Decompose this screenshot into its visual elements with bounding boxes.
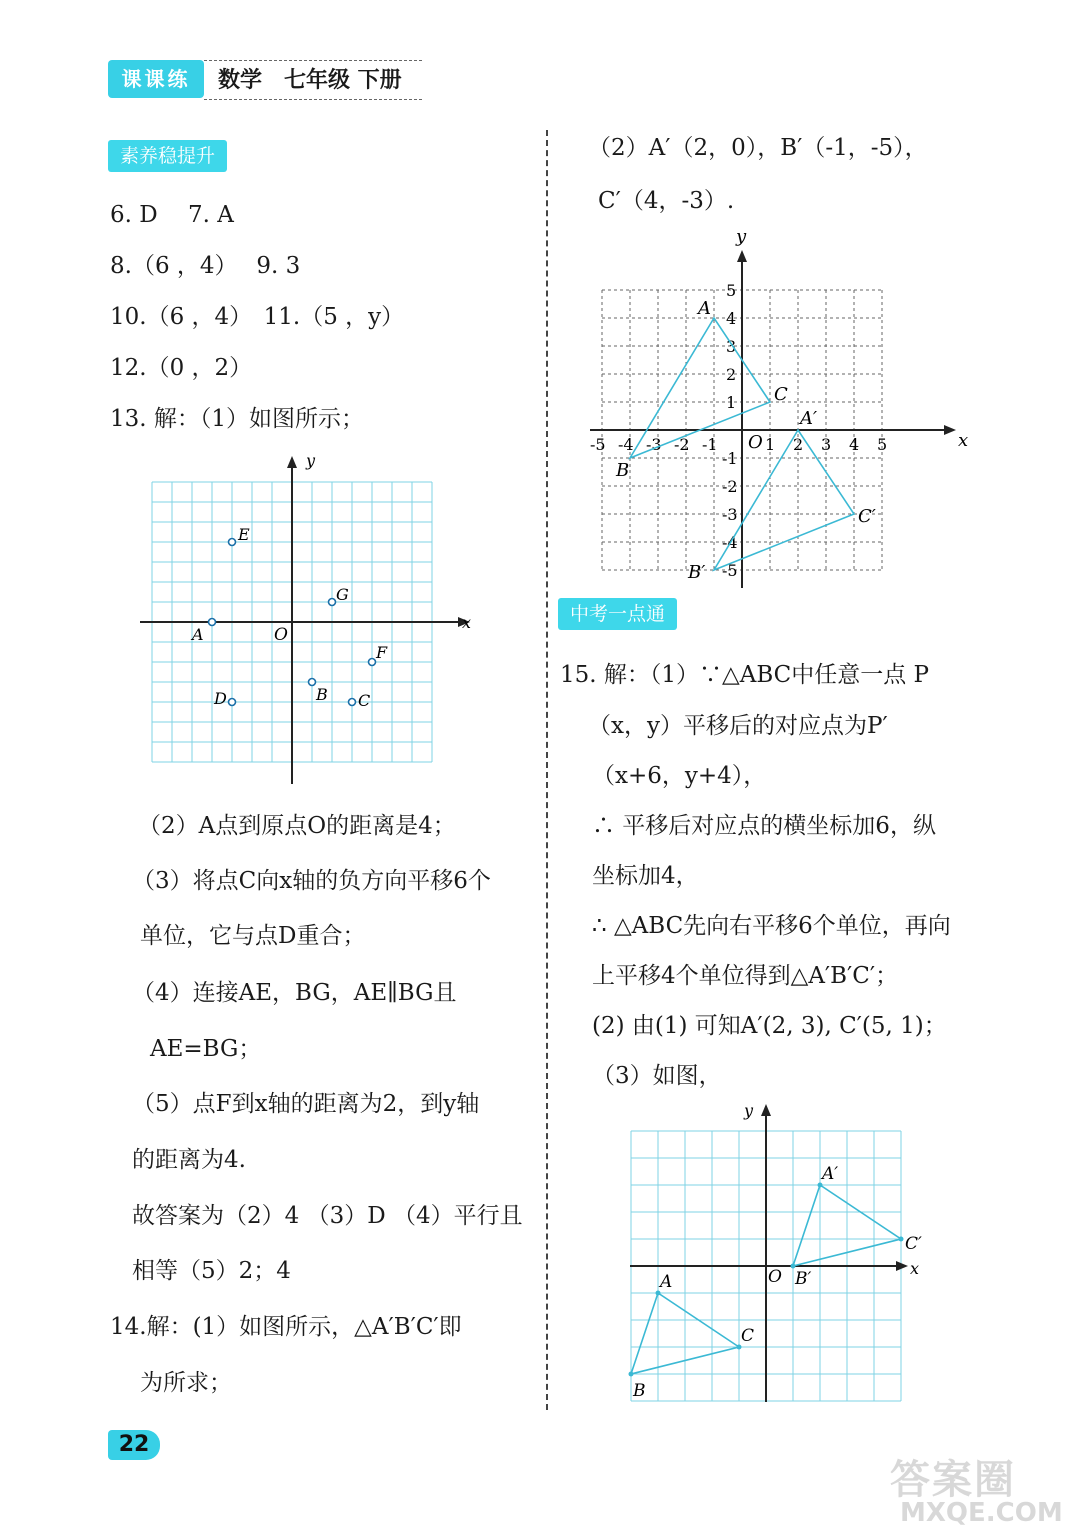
x-tick-label: 3 [821, 435, 832, 454]
answer-line: AE=BG； [150, 1036, 262, 1062]
answer-line: 12.（0 ，2） [110, 355, 253, 381]
answer-line: 坐标加4， [592, 863, 699, 889]
figure-1-grid [140, 452, 480, 792]
point-label: D [214, 689, 227, 708]
x-tick-label: -3 [646, 435, 662, 454]
answer-line: 上平移4个单位得到△A′B′C′； [592, 963, 899, 989]
y-axis-arrow-icon [737, 250, 747, 262]
point-marker [229, 699, 236, 706]
point-label: C′ [905, 1234, 922, 1254]
series-badge: 课课练 [108, 60, 204, 98]
x-axis-arrow-icon [896, 1261, 908, 1271]
point-label: C′ [858, 506, 876, 527]
watermark-logo: 答案圈 [890, 1457, 1016, 1503]
point-label: B [633, 1381, 646, 1401]
section-exam: 中考一点通 [558, 598, 677, 630]
watermark-url: MXQE.COM [900, 1498, 1063, 1528]
y-axis-label: y [736, 226, 747, 247]
x-tick-label: 1 [765, 435, 776, 454]
figure-2-grid [580, 222, 980, 592]
point-marker [791, 1264, 796, 1269]
point-label: F [376, 643, 388, 662]
answer-line: C′（4，-3）. [598, 188, 735, 214]
y-tick-label: 4 [726, 309, 737, 328]
x-tick-label: 2 [793, 435, 804, 454]
answer-line: 6. D 7. A [110, 202, 234, 228]
point-label: A [660, 1272, 673, 1292]
point-label: G [336, 585, 349, 604]
column-divider [546, 130, 548, 1410]
x-tick-label: -5 [590, 435, 606, 454]
answer-line: ∴ 平移后对应点的横坐标加6，纵 [592, 813, 936, 839]
y-tick-label: 2 [726, 365, 737, 384]
point-label: B′ [688, 562, 706, 583]
point-marker [629, 1372, 634, 1377]
point-label: A [192, 625, 204, 644]
x-axis-label: x [910, 1259, 920, 1278]
y-axis-label: y [744, 1101, 754, 1120]
y-tick-label: 1 [726, 393, 737, 412]
answer-line: 的距离为4. [132, 1147, 246, 1173]
origin-label: O [768, 1267, 782, 1287]
x-tick-label: -4 [618, 435, 634, 454]
point-label: A [698, 298, 711, 319]
answer-line: 8.（6 ，4） 9. 3 [110, 253, 301, 279]
answer-line: （x，y）平移后的对应点为P′ [588, 713, 888, 739]
page-number: 22 [108, 1430, 160, 1460]
answer-line: 单位，它与点D重合； [140, 923, 366, 949]
y-tick-label: 3 [726, 337, 737, 356]
answer-line: （4）连接AE，BG，AE∥BG且 [132, 980, 457, 1006]
answer-line: 为所求； [140, 1370, 232, 1396]
y-tick-label: -3 [722, 505, 738, 524]
answer-line: ∴ △ABC先向右平移6个单位，再向 [592, 913, 951, 939]
answer-line: 13. 解：（1）如图所示； [110, 406, 365, 432]
point-label: C [774, 384, 788, 405]
answer-line: （3）将点C向x轴的负方向平移6个 [132, 868, 491, 894]
x-tick-label: -2 [674, 435, 690, 454]
answer-line: 相等（5）2；4 [132, 1258, 291, 1284]
answer-line: 15. 解：（1）∵△ABC中任意一点 P [560, 662, 930, 688]
y-tick-label: -1 [722, 449, 738, 468]
y-tick-label: -4 [722, 533, 738, 552]
point-label: A′ [822, 1164, 839, 1184]
answer-line: （3）如图， [592, 1063, 722, 1089]
point-label: C [741, 1326, 755, 1346]
answer-line: (2) 由(1) 可知A′(2, 3), C′(5, 1)； [592, 1013, 947, 1039]
y-axis-arrow-icon [761, 1104, 771, 1116]
y-tick-label: -2 [722, 477, 738, 496]
answer-line: （2）A′（2，0），B′（-1，-5）， [588, 135, 928, 161]
answer-line: （2）A点到原点O的距离是4； [138, 813, 456, 839]
point-label: B [616, 460, 630, 481]
answer-line: （5）点F到x轴的距离为2，到y轴 [132, 1091, 480, 1117]
point-label: B′ [795, 1269, 812, 1289]
answer-line: 10.（6 ，4） 11.（5 ，y） [110, 304, 405, 330]
y-axis-label: y [306, 452, 316, 470]
x-axis-arrow-icon [944, 425, 956, 435]
point-marker [369, 659, 376, 666]
point-label: C [358, 691, 371, 710]
figure-3-grid [622, 1096, 932, 1408]
section-improve: 素养稳提升 [108, 140, 227, 172]
y-tick-label: -5 [722, 561, 738, 580]
origin-label: O [748, 432, 763, 453]
x-axis-label: x [462, 613, 472, 632]
x-tick-label: -1 [702, 435, 718, 454]
x-axis-label: x [958, 430, 969, 451]
y-tick-label: 5 [726, 281, 737, 300]
point-marker [899, 1237, 904, 1242]
answer-line: 14.解：(1）如图所示，△A′B′C′即 [110, 1314, 462, 1340]
point-marker [309, 679, 316, 686]
x-tick-label: 4 [849, 435, 860, 454]
point-marker [229, 539, 236, 546]
point-marker [329, 599, 336, 606]
answer-line: （x+6，y+4）， [592, 763, 767, 789]
book-title: 数学 七年级 下册 [204, 60, 422, 100]
answer-line: 故答案为（2）4 （3）D （4）平行且 [132, 1203, 523, 1229]
x-tick-label: 5 [877, 435, 888, 454]
point-label: E [238, 525, 250, 544]
origin-label: O [274, 625, 288, 645]
y-axis-arrow-icon [287, 456, 297, 468]
point-label: A′ [800, 408, 818, 429]
point-marker [209, 619, 216, 626]
point-label: B [316, 685, 328, 704]
point-marker [349, 699, 356, 706]
